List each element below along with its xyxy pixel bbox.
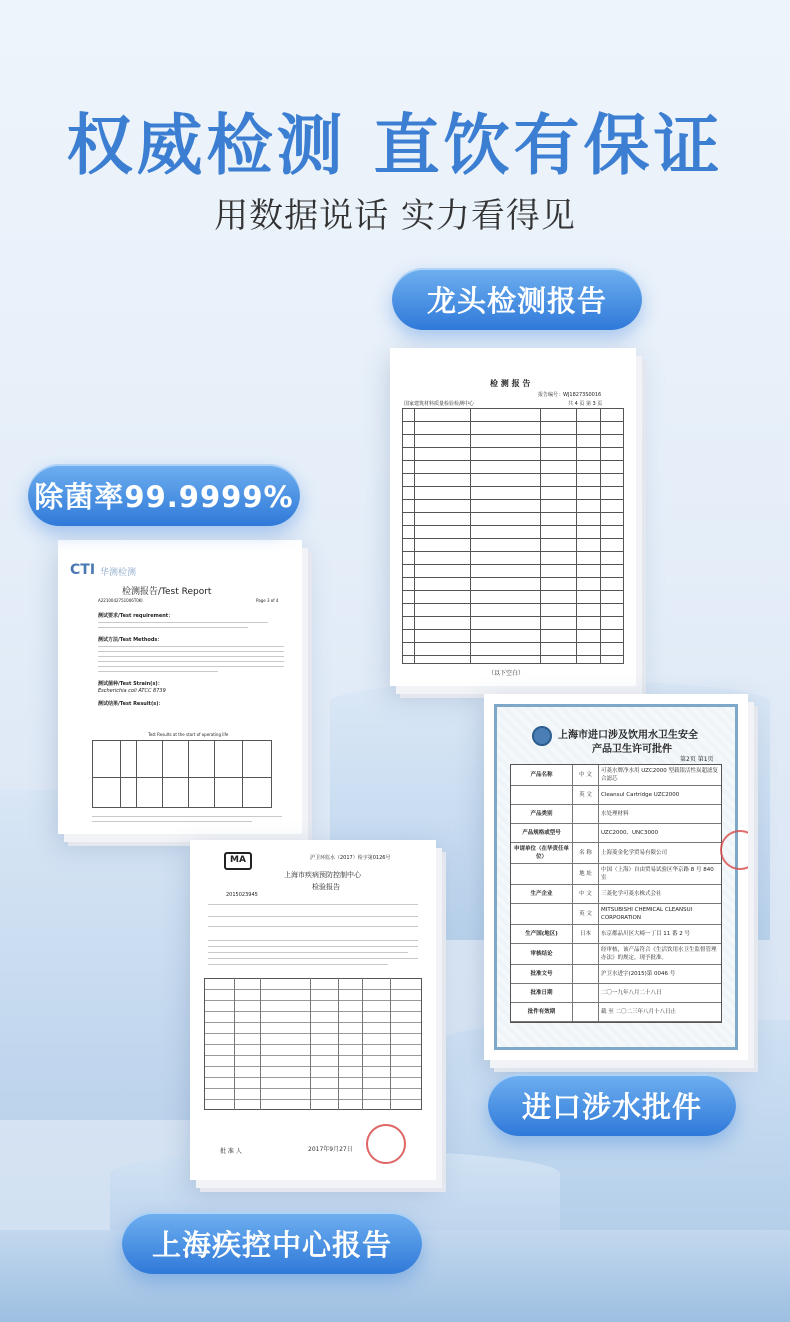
cti-result-table (92, 740, 272, 808)
cti-text-line (98, 627, 248, 628)
permit-row-label: 生产企业 (511, 885, 573, 903)
faucet-table-col5 (600, 408, 601, 664)
permit-row-value: 水处理材料 (601, 811, 629, 817)
cdc-text-line (208, 904, 418, 905)
permit-row-value: Cleansul Cartridge UZC2000 (601, 792, 680, 798)
cdc-report-number: 2015023945 (226, 892, 258, 898)
permit-row-sub (573, 944, 599, 964)
sterilization-badge: 除菌率99.9999% (28, 464, 300, 526)
faucet-report-page: 共 4 页 第 3 页 (568, 401, 603, 407)
permit-row-value: 中国（上海）自由贸易试验区华京路 8 号 840 室 (601, 867, 714, 881)
permit-row (511, 885, 721, 904)
permit-row (511, 984, 721, 1003)
permit-row-label: 产品名称 (511, 765, 573, 785)
permit-document (484, 694, 748, 1060)
permit-row-sub: 英 文 (573, 786, 599, 804)
cti-table-col (214, 740, 215, 808)
permit-row-value: 沪卫水进字(2015)第 0046 号 (601, 971, 676, 977)
permit-row-label: 批准日期 (511, 984, 573, 1002)
cdc-date: 2017年9月27日 (308, 1146, 353, 1153)
cti-text-line (92, 821, 252, 822)
faucet-table-col2 (470, 408, 471, 664)
faucet-table-col3 (540, 408, 541, 664)
cdc-text-line (208, 946, 418, 947)
cti-logo: CTI (70, 562, 96, 578)
cti-text-line (92, 816, 282, 817)
permit-row-label (511, 864, 573, 884)
cti-table-col (162, 740, 163, 808)
permit-row-value: 东京都品川区大崎一丁目 11 番 2 号 (601, 931, 690, 937)
permit-row-value: MITSUBISHI CHEMICAL CLEANSUI CORPORATION (601, 907, 693, 921)
cdc-table-col (234, 978, 235, 1110)
permit-row-sub: 日本 (573, 925, 599, 943)
faucet-report-title: 检 测 报 告 (490, 379, 531, 388)
cdc-text-line (208, 964, 388, 965)
permit-row-label: 产品规格或型号 (511, 824, 573, 842)
permit-row (511, 824, 721, 843)
permit-row-value: 经审核，该产品符合《生活饮用水卫生监督管理办法》的规定，现予批准。 (601, 947, 717, 961)
cti-report-title: 检测报告/Test Report (122, 587, 212, 597)
faucet-report-badge: 龙头检测报告 (392, 268, 642, 330)
permit-row (511, 765, 721, 786)
permit-page: 第2页 第1页 (680, 756, 714, 763)
faucet-report-table (402, 408, 624, 664)
permit-row (511, 1003, 721, 1022)
cti-text-line (98, 646, 284, 647)
cti-report-document (58, 540, 302, 834)
cdc-text-line (208, 940, 418, 941)
cma-logo-text: MA (230, 855, 246, 865)
cti-strain: Escherichia coli ATCC 8739 (98, 688, 166, 694)
cdc-table-col (338, 978, 339, 1110)
cti-text-line (98, 671, 218, 672)
cdc-report-title: 检验报告 (312, 883, 340, 891)
faucet-report-org: 国家建筑材料质量检验检测中心 (404, 401, 475, 407)
permit-row (511, 864, 721, 885)
cti-table-col (242, 740, 243, 808)
permit-row-value: UZC2000、UNC3000 (601, 830, 659, 836)
permit-row (511, 925, 721, 944)
permit-row-label: 生产国(地区) (511, 925, 573, 943)
cdc-report-badge: 上海疾控中心报告 (122, 1212, 422, 1274)
subline: 用数据说话 实力看得见 (214, 196, 576, 236)
cti-table-col (188, 740, 189, 808)
cti-table-col (120, 740, 121, 808)
cti-text-line (98, 656, 284, 657)
permit-table (510, 764, 722, 1023)
cti-section-requirement: 测试要求/Test requirement： (98, 613, 174, 619)
permit-row-label: 产品类别 (511, 805, 573, 823)
cti-text-line (98, 622, 268, 623)
permit-row-label: 申请单位（在华责任单位） (511, 843, 573, 863)
permit-row-sub (573, 1003, 599, 1021)
cti-logo-cn: 华测检测 (100, 568, 137, 578)
cti-result-caption: Test Results at the start of operating life (148, 732, 229, 737)
cdc-text-line (208, 916, 418, 917)
cti-text-line (98, 651, 284, 652)
cdc-table-col (362, 978, 363, 1110)
permit-row (511, 904, 721, 925)
faucet-report-number: 报告编号：WJ18273S0016 (538, 392, 602, 398)
cti-section-strain: 测试菌种/Test Strain(s)： (98, 681, 163, 687)
permit-row (511, 843, 721, 864)
permit-row-sub (573, 984, 599, 1002)
cdc-org: 上海市疾病预防控制中心 (284, 871, 361, 879)
permit-row-value: 截 至 二〇二三年八月十八日止 (601, 1009, 676, 1015)
permit-row-sub: 中 文 (573, 765, 599, 785)
faucet-report-document (390, 348, 636, 686)
cdc-table-col (310, 978, 311, 1110)
cti-text-line (98, 661, 284, 662)
cdc-text-line (208, 926, 418, 927)
cdc-seal (366, 1124, 406, 1164)
faucet-report-footer: （以下空白） (488, 670, 525, 677)
permit-row (511, 944, 721, 965)
headline: 权威检测 直饮有保证 (66, 107, 724, 184)
cti-section-methods: 测试方法/Test Methods： (98, 637, 163, 643)
permit-row-sub: 名 称 (573, 843, 599, 863)
permit-row-label: 批件有效期 (511, 1003, 573, 1021)
permit-row-sub: 中 文 (573, 885, 599, 903)
permit-title-line1: 上海市进口涉及饮用水卫生安全 (558, 730, 698, 741)
permit-row (511, 965, 721, 984)
permit-row-label (511, 786, 573, 804)
cdc-text-line (208, 952, 408, 953)
cdc-report-document (190, 840, 436, 1180)
permit-row-value: 可菱水牌净水用 UZC2000 型载银活性炭超滤复合滤芯 (601, 768, 719, 782)
permit-row-sub (573, 805, 599, 823)
permit-row-value: 二〇一九年八月二十八日 (601, 990, 662, 996)
permit-row-value: 上海菱金化学贸易有限公司 (601, 850, 668, 856)
import-permit-badge: 进口涉水批件 (488, 1074, 736, 1136)
cdc-table-col (390, 978, 391, 1110)
cti-table-col (136, 740, 137, 808)
cdc-table-col (260, 978, 261, 1110)
permit-emblem-icon (532, 726, 552, 746)
cti-section-result: 测试结果/Test Result(s)： (98, 701, 164, 707)
permit-row-sub: 英 文 (573, 904, 599, 924)
permit-row-label: 审核结论 (511, 944, 573, 964)
permit-row (511, 805, 721, 824)
permit-row-value: 三菱化学可菱水株式会社 (601, 891, 662, 897)
permit-row-sub: 地 址 (573, 864, 599, 884)
permit-row-label (511, 904, 573, 924)
cti-report-page: Page 3 of 4 (256, 598, 279, 603)
permit-title-line2: 产品卫生许可批件 (592, 744, 672, 755)
cti-text-line (98, 666, 284, 667)
cdc-text-line (208, 958, 418, 959)
cdc-report-serial: 沪卫环监水（2017）检字第0126号 (310, 855, 391, 861)
cdc-approver-label: 批 准 人 (220, 1148, 242, 1155)
permit-row (511, 786, 721, 805)
permit-row-label: 批准文号 (511, 965, 573, 983)
faucet-table-col1 (414, 408, 415, 664)
permit-row-sub (573, 965, 599, 983)
cti-report-number: A2210042751006T0KI (98, 598, 143, 603)
faucet-table-col4 (576, 408, 577, 664)
permit-row-sub (573, 824, 599, 842)
